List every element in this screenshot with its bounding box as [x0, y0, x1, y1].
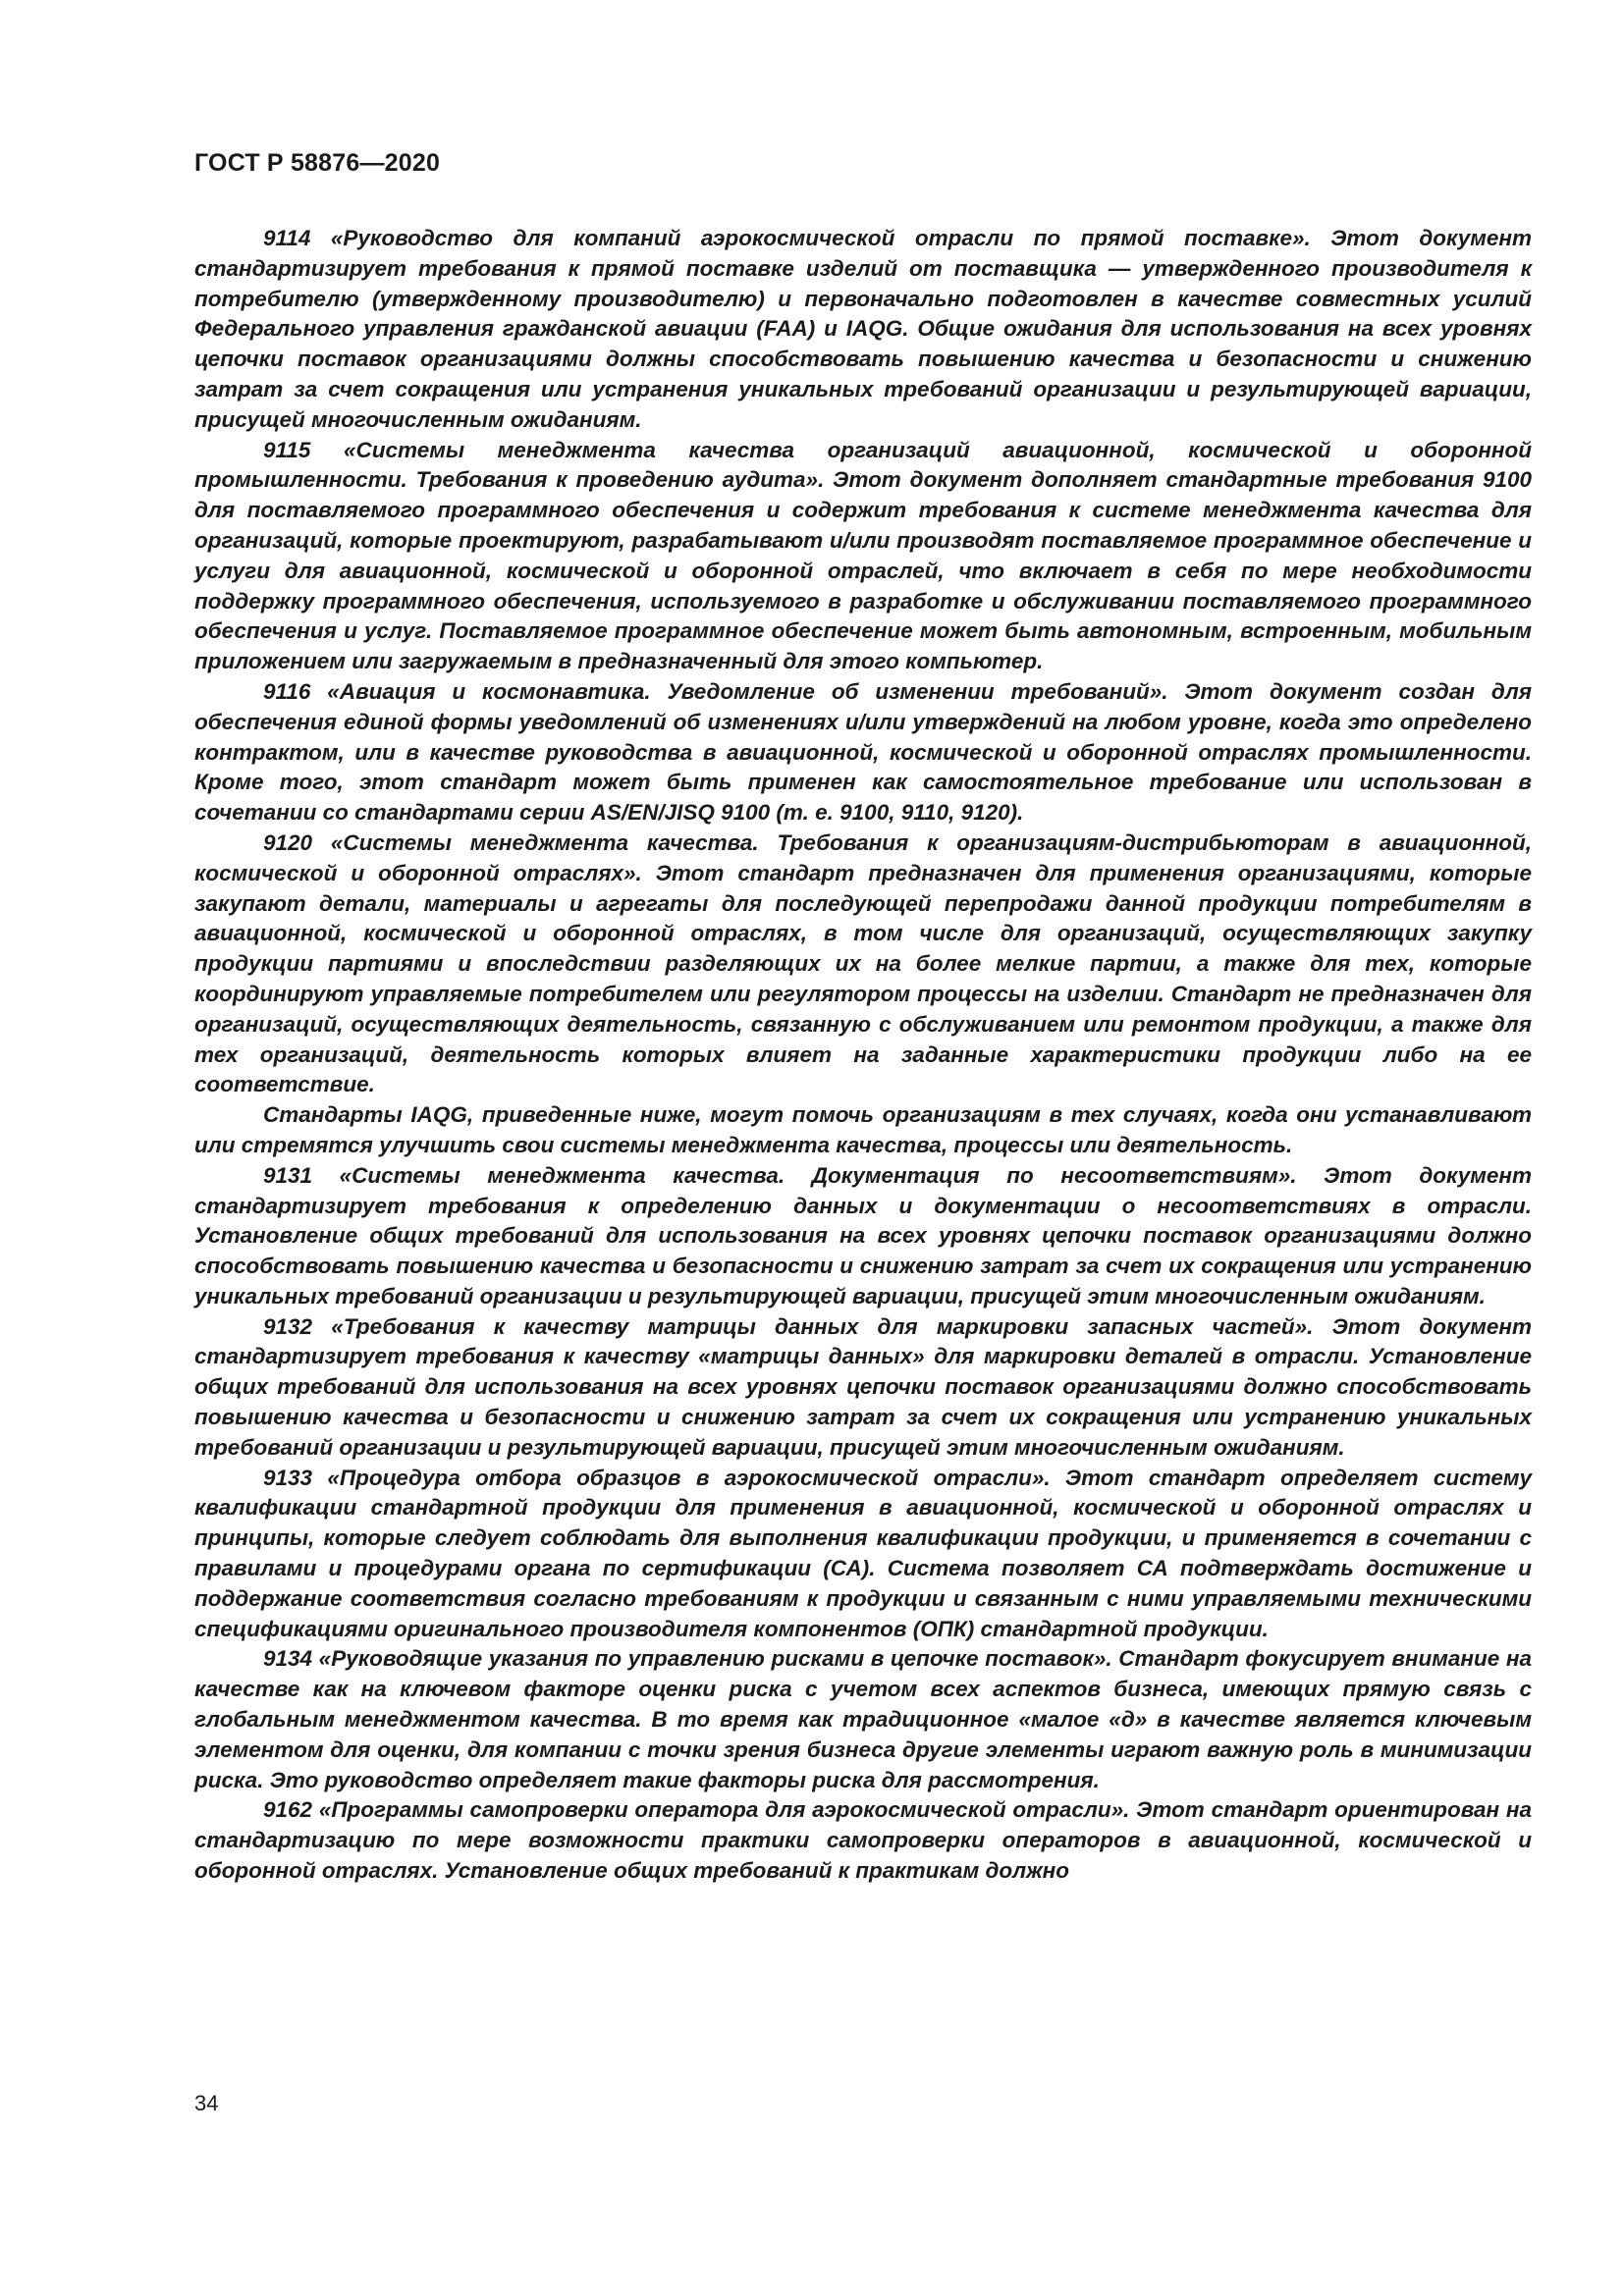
paragraph-9134: 9134 «Руководящие указания по управлению рисками в цепочке поставок». Стандарт фокусирует внимание на качестве как на ключевом факторе оценки риска с учетом всех аспектов бизнеса, имеющих прямую связь с глобальным менеджментом качества. В то время как традиционное «малое «д» в качестве является ключевым элементом для оценки, для компании с точки зрения бизнеса другие элементы играют важную роль в минимизации риска. Это руководство определяет такие факторы риска для рассмотрения. [194, 1646, 1532, 1792]
document-body [194, 224, 1532, 1887]
paragraph-9133: 9133 «Процедура отбора образцов в аэрокосмической отрасли». Этот стандарт определяет систему квалификации стандартной продукции для применения в авиационной, космической и оборонной отраслях и принципы, которые следует соблюдать для выполнения квалификации продукции, и применяется в сочетании с правилами и процедурами органа по сертификации (СА). Система позволяет СА подтверждать достижение и поддержание соответствия согласно требованиям к продукции и связанным с ними управляемыми техническими спецификациями оригинального производителя компонентов (ОПК) стандартной продукции. [194, 1465, 1532, 1641]
paragraph-9162: 9162 «Программы самопроверки оператора для аэрокосмической отрасли». Этот стандарт ориентирован на стандартизацию по мере возможности практики самопроверки операторов в авиационной, космической и оборонной отраслях. Установление общих требований к практикам должно [194, 1797, 1532, 1884]
paragraph-9132: 9132 «Требования к качеству матрицы данных для маркировки запасных частей». Этот документ стандартизирует требования к качеству «матрицы данных» для маркировки деталей в отрасли. Установление общих требований для использования на всех уровнях цепочки поставок организациями должно способствовать повышению качества и безопасности и снижению затрат за счет их сокращения или устранению уникальных требований организации и результирующей вариации, присущей этим многочисленным ожиданиям. [194, 1313, 1532, 1460]
paragraph-9114: 9114 «Руководство для компаний аэрокосмической отрасли по прямой поставке». Этот документ стандартизирует требования к прямой поставке изделий от поставщика — утвержденного производителя к потребителю (утвержденному производителю) и первоначально подготовлен в качестве совместных усилий Федерального управления гражданской авиации (FAA) и IAQG. Общие ожидания для использования на всех уровнях цепочки поставок организациями должны способствовать повышению качества и безопасности и снижению затрат за счет сокращения или устранения уникальных требований организации и результирующей вариации, присущей многочисленным ожиданиям. [194, 226, 1532, 432]
paragraph-9131: 9131 «Системы менеджмента качества. Документация по несоответствиям». Этот документ стандартизирует требования к определению данных и документации о несоответствиях в отрасли. Установление общих требований для использования на всех уровнях цепочки поставок организациями должно способствовать повышению качества и безопасности и снижению затрат за счет их сокращения или устранению уникальных требований организации и результирующей вариации, присущей этим многочисленным ожиданиям. [194, 1162, 1532, 1308]
paragraph-9120: 9120 «Системы менеджмента качества. Требования к организациям-дистрибьюторам в авиационной, космической и оборонной отраслях». Этот стандарт предназначен для применения организациями, которые закупают детали, материалы и агрегаты для последующей перепродажи данной продукции потребителям в авиационной, космической и оборонной отраслях, в том числе для организаций, осуществляющих закупку продукции партиями и впоследствии разделяющих их на более мелкие партии, а также для тех, которые координируют управляемые потребителем или регулятором процессы на изделии. Стандарт не предназначен для организаций, осуществляющих деятельность, связанную с обслуживанием или ремонтом продукции, а также для тех организаций, деятельность которых влияет на заданные характеристики продукции либо на ее соответствие. [194, 829, 1532, 1097]
document-header: ГОСТ Р 58876—2020 [194, 149, 441, 177]
page-number: 34 [194, 2091, 219, 2115]
paragraph-iaqg-intro: Стандарты IAQG, приведенные ниже, могут помочь организациям в тех случаях, когда они устанавливают или стремятся улучшить свои системы менеджмента качества, процессы или деятельность. [194, 1102, 1532, 1157]
paragraph-9115: 9115 «Системы менеджмента качества организаций авиационной, космической и оборонной промышленности. Требования к проведению аудита». Этот документ дополняет стандартные требования 9100 для поставляемого программного обеспечения и содержит требования к системе менеджмента качества для организаций, которые проектируют, разрабатывают и/или производят поставляемое программное обеспечение и услуги для авиационной, космической и оборонной отраслей, что включает в себя по мере необходимости поддержку программного обеспечения, используемого в разработке и обслуживании поставляемого программного обеспечения и услуг. Поставляемое программное обеспечение может быть автономным, встроенным, мобильным приложением или загружаемым в предназначенный для этого компьютер. [194, 437, 1532, 674]
paragraph-9116: 9116 «Авиация и космонавтика. Уведомление об изменении требований». Этот документ создан для обеспечения единой формы уведомлений об изменениях и/или утверждений на любом уровне, когда это определено контрактом, или в качестве руководства в авиационной, космической и оборонной отраслях промышленности. Кроме того, этот стандарт может быть применен как самостоятельное требование или использован в сочетании со стандартами серии AS/EN/JISQ 9100 (т. е. 9100, 9110, 9120). [194, 678, 1532, 826]
